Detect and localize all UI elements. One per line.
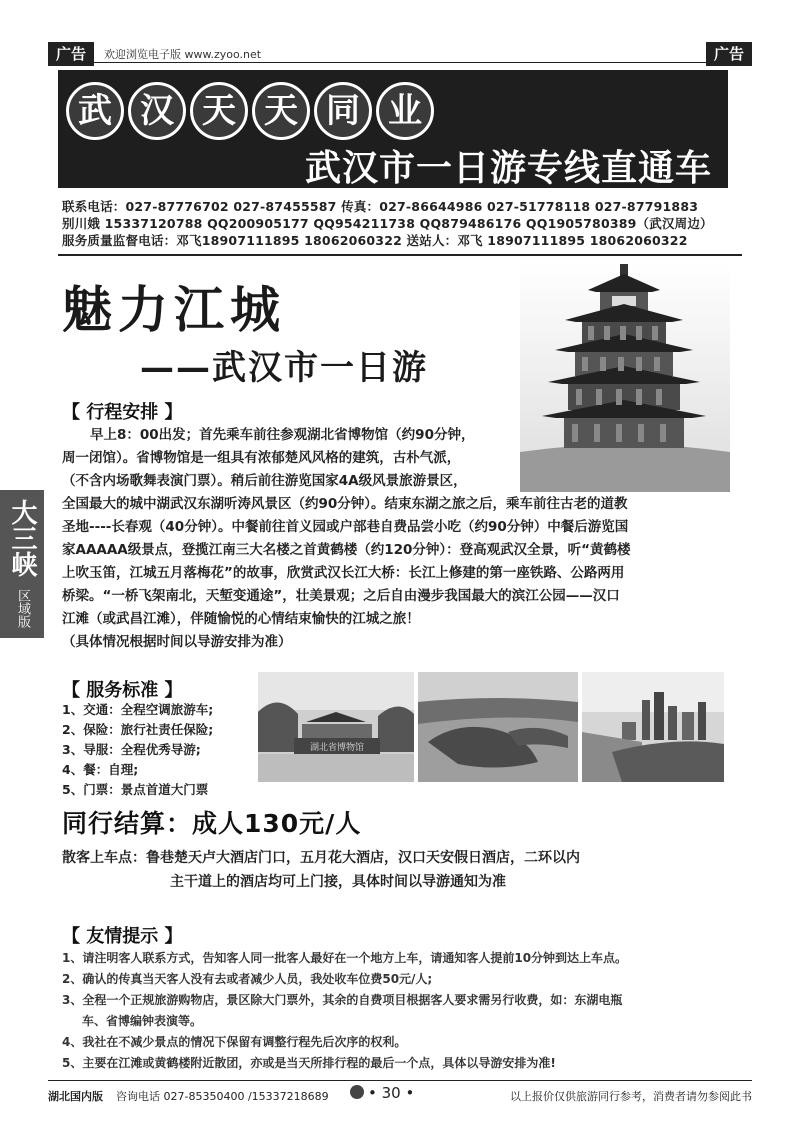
price-text: 同行结算：成人130元/人 (62, 809, 362, 838)
side-tab-subtitle: 区域版 (15, 588, 30, 628)
ad-label-left: 广告 (48, 42, 94, 66)
itinerary-line: 桥梁。“一桥飞架南北，天堑变通途”，壮美景观；之后自由漫步我国最大的滨江公园——汉口 (62, 588, 620, 604)
pickup-line: 主干道上的酒店均可上门接，具体时间以导游通知为准 (170, 874, 506, 890)
contact-line: 服务质量监督电话：邓飞18907111895 18062060322 送站人：邓飞 18907111895 18062060322 (62, 233, 688, 248)
pickup-line: 散客上车点：鲁巷楚天卢大酒店门口，五月花大酒店，汉口天安假日酒店，二环以内 (62, 850, 580, 866)
itinerary-line: 上吹玉笛，江城五月落梅花”的故事，欣赏武汉长江大桥：长江上修建的第一座铁路、公路两用 (62, 565, 625, 581)
itinerary-line: 圣地----长春观（40分钟）。中餐前往首义园或户部巷自费品尝小吃（约90分钟）中餐后游览国 (62, 519, 629, 535)
banner-company-name (66, 82, 438, 140)
wuhan-skyline-photo (582, 672, 724, 782)
tips-heading: 【 友情提示 】 (62, 926, 183, 947)
itinerary-line: 早上8：00出发；首先乘车前往参观湖北省博物馆（约90分钟， (90, 427, 475, 443)
side-region-tab (0, 490, 44, 638)
footer-disclaimer: 以上报价仅供旅游同行参考，消费者请勿参阅此书 (510, 1090, 752, 1103)
tip-item: 3、全程一个正规旅游购物店，景区除大门票外，其余的自费项目根据客人要求需另行收费，如：东湖电瓶 (62, 993, 623, 1007)
side-tab-title: 大三峡 (7, 499, 37, 577)
itinerary-line: 全国最大的城中湖武汉东湖听涛风景区（约90分钟）。结束东湖之旅之后，乘车前往古老的道教 (62, 496, 628, 512)
tip-item: 5、主要在江滩或黄鹤楼附近散团，亦或是当天所排行程的最后一个点，具体以导游安排为准! (62, 1056, 556, 1070)
banner-char: 天 (252, 82, 310, 140)
pickup-block (62, 846, 752, 894)
welcome-text: 欢迎浏览电子版 www.zyoo.net (104, 48, 262, 61)
itinerary-body (62, 424, 742, 654)
page-emblem-icon (350, 1085, 364, 1099)
tip-item: 车、省博编钟表演等。 (82, 1014, 203, 1028)
hero-title: 魅力江城 (62, 280, 286, 339)
itinerary-line: （具体情况根据时间以导游安排为准） (62, 634, 292, 650)
banner-char: 武 (66, 82, 124, 140)
tips-list (62, 948, 752, 1074)
museum-sign: 湖北省博物馆 (309, 743, 365, 753)
footer-phone: 咨询电话 027-85350400 /15337218689 (116, 1090, 329, 1103)
itinerary-line: （不含内场歌舞表演门票）。稍后前往游览国家4A级风景旅游景区， (62, 473, 467, 489)
service-item: 3、导服：全程优秀导游; (62, 742, 201, 757)
tip-item: 1、请注明客人联系方式，告知客人同一批客人最好在一个地方上车，请通知客人提前10分钟到达上车点。 (62, 951, 628, 965)
ad-label-right: 广告 (706, 42, 752, 66)
service-item: 2、保险：旅行社责任保险; (62, 722, 214, 737)
contact-line: 联系电话：027-87776702 027-87455587 传真：027-86644986 027-51778118 027-87791883 (62, 199, 699, 214)
page-number: • 30 • (368, 1084, 415, 1102)
itinerary-line: 周一闭馆）。省博物馆是一组具有浓郁楚风风格的建筑，古朴气派， (62, 450, 461, 466)
itinerary-line: 江滩（或武昌江滩），伴随愉悦的心情结束愉快的江城之旅！ (62, 611, 420, 627)
museum-photo (258, 672, 414, 782)
banner-char: 天 (190, 82, 248, 140)
service-list (62, 700, 213, 800)
section-divider (58, 254, 742, 256)
hero-subtitle: ——武汉市一日游 (140, 348, 428, 388)
contact-block (62, 198, 713, 249)
itinerary-heading: 【 行程安排 】 (62, 402, 183, 423)
east-lake-photo (418, 672, 578, 782)
footer-rule (48, 1080, 752, 1081)
tip-item: 2、确认的传真当天客人没有去或者减少人员，我处收车位费50元/人; (62, 972, 433, 986)
banner-char: 业 (376, 82, 434, 140)
title-banner (58, 70, 728, 188)
footer-edition: 湖北国内版 (48, 1090, 103, 1103)
service-item: 1、交通：全程空调旅游车; (62, 702, 214, 717)
banner-subtitle: 武汉市一日游专线直通车 (304, 148, 712, 189)
itinerary-line: 家AAAAA级景点，登揽江南三大名楼之首黄鹤楼（约120分钟）：登高观武汉全景，听“黄鹤楼 (62, 542, 631, 558)
service-item: 4、餐：自理; (62, 762, 139, 777)
contact-line: 别川娥 15337120788 QQ200905177 QQ954211738 QQ879486176 QQ1905780389（武汉周边） (62, 216, 713, 231)
service-item: 5、门票：景点首道大门票 (62, 782, 209, 797)
header-rule (48, 62, 752, 63)
banner-char: 同 (314, 82, 372, 140)
service-heading: 【 服务标准 】 (62, 680, 183, 701)
banner-char: 汉 (128, 82, 186, 140)
tip-item: 4、我社在不减少景点的情况下保留有调整行程先后次序的权利。 (62, 1035, 407, 1049)
